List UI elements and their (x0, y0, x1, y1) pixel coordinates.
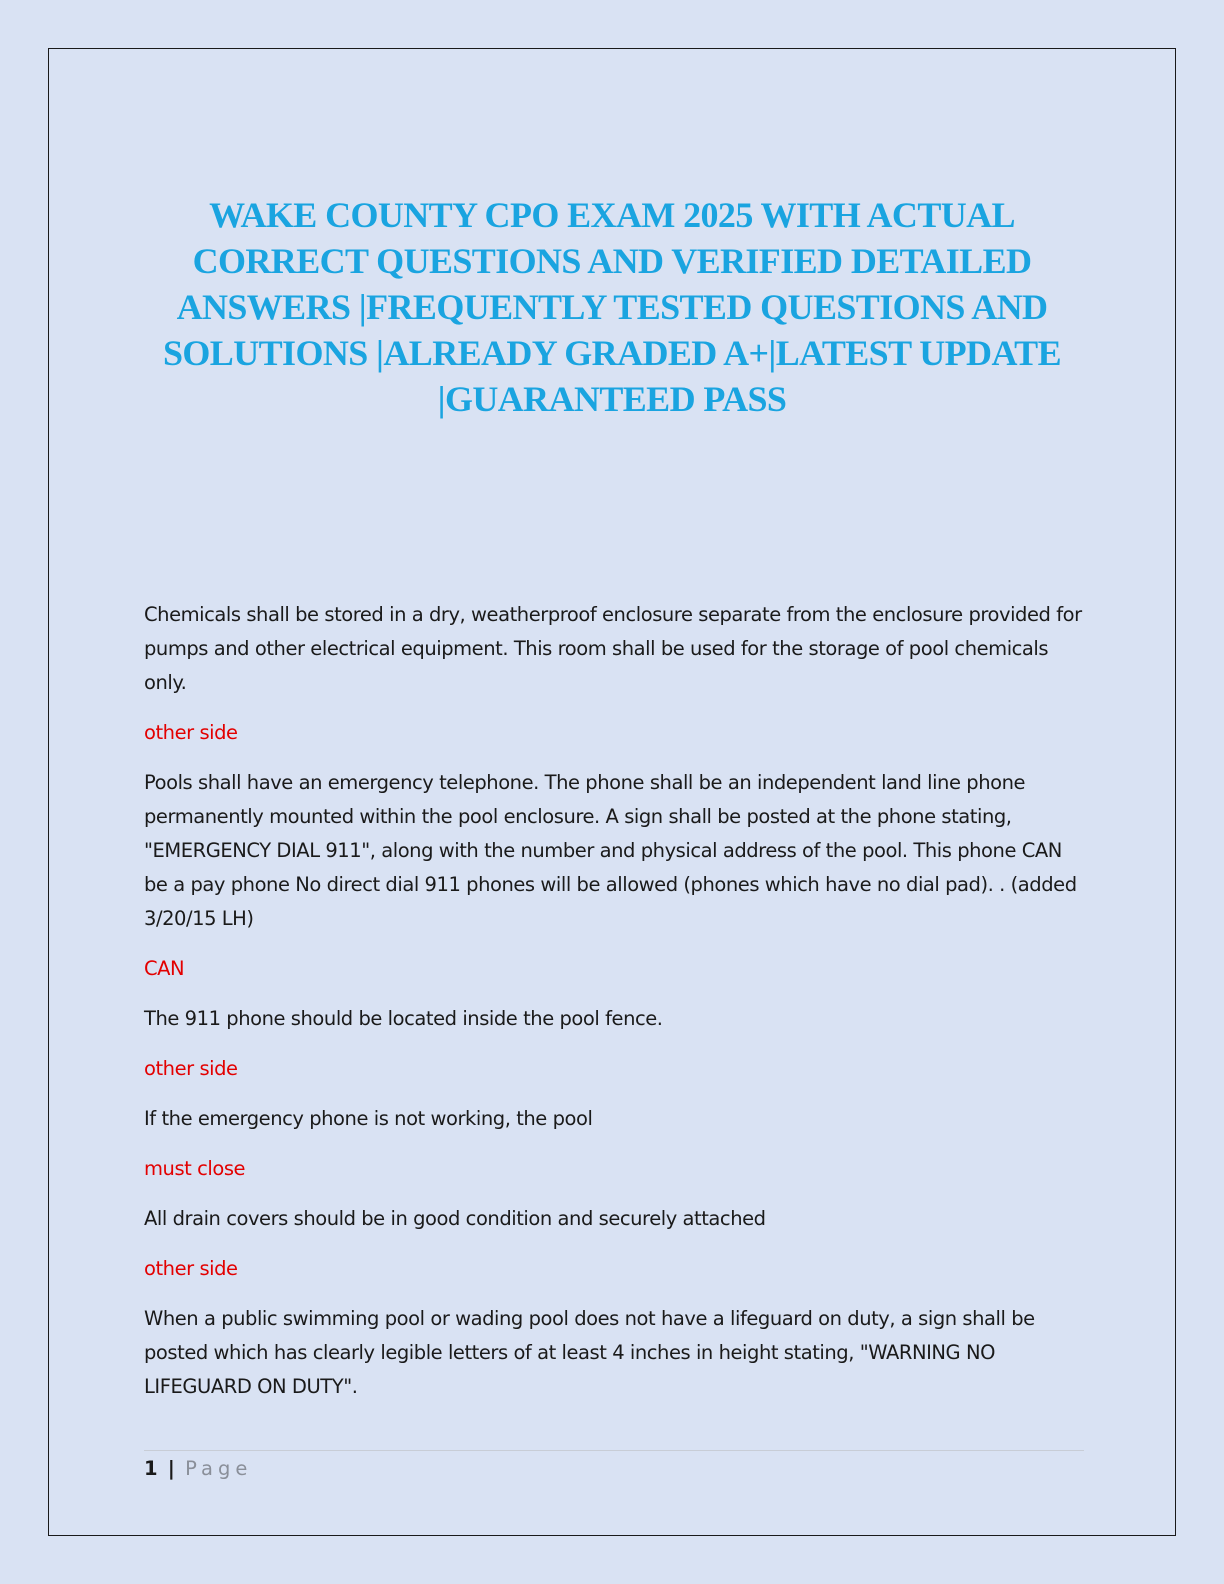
answer-text: other side (144, 1257, 238, 1280)
footer-separator: | (167, 1457, 175, 1480)
page-label: Page (185, 1457, 253, 1480)
page-footer (144, 1456, 252, 1482)
answer-text: must close (144, 1157, 246, 1180)
answer-text: other side (144, 1057, 238, 1080)
answer-text: CAN (144, 957, 185, 980)
footer-divider (144, 1450, 1084, 1451)
document-content (144, 598, 1084, 1420)
question-text: When a public swimming pool or wading pool does not have a lifeguard on duty, a sign shall be posted which has clearly legible letters of at least 4 inches in height stating, "WARNING NO LIFEGUARD ON DUTY". (144, 1307, 1035, 1398)
document-title: WAKE COUNTY CPO EXAM 2025 WITH ACTUAL CORRECT QUESTIONS AND VERIFIED DETAILED ANSWERS |FREQUENTLY TESTED QUESTIONS AND SOLUTIONS |ALREADY GRADED A+|LATEST UPDATE |GUARANTEED PASS (162, 195, 1062, 419)
page-number: 1 (144, 1457, 158, 1480)
answer-text: other side (144, 721, 238, 744)
question-text: The 911 phone should be located inside the pool fence. (144, 1007, 663, 1030)
question-text: All drain covers should be in good condition and securely attached (144, 1207, 766, 1230)
question-text: Chemicals shall be stored in a dry, weatherproof enclosure separate from the enclosure provided for pumps and other electrical equipment. This room shall be used for the storage of pool chemicals only. (144, 603, 1082, 694)
question-text: Pools shall have an emergency telephone. The phone shall be an independent land line phone permanently mounted within the pool enclosure. A sign shall be posted at the phone stating, "EMERGENCY DIAL 911", along with the number and physical address of the pool. This phone CAN be a pay phone No direct dial 911 phones will be allowed (phones which have no dial pad). . (added 3/20/15 LH) (144, 771, 1077, 930)
question-text: If the emergency phone is not working, the pool (144, 1107, 593, 1130)
